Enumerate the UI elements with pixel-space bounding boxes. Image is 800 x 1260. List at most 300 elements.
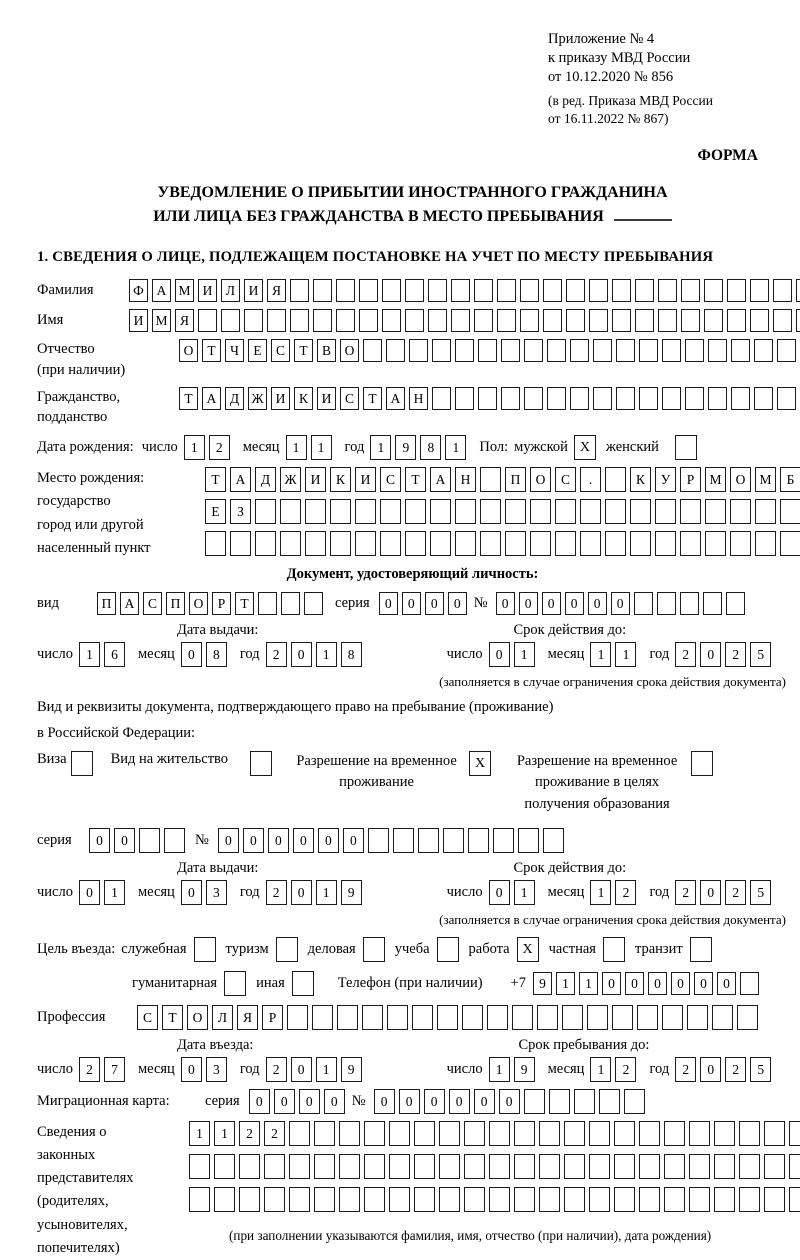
char-box[interactable]	[363, 339, 382, 362]
char-box[interactable]: О	[730, 467, 751, 492]
char-box[interactable]: 0	[496, 592, 515, 615]
char-box[interactable]	[704, 309, 723, 332]
char-box[interactable]	[539, 1154, 560, 1179]
char-box[interactable]	[612, 279, 631, 302]
char-box[interactable]: 0	[291, 1057, 312, 1082]
char-box[interactable]	[480, 531, 501, 556]
char-box[interactable]: М	[705, 467, 726, 492]
char-box[interactable]: 0	[694, 972, 713, 995]
char-box[interactable]	[305, 499, 326, 524]
char-box[interactable]	[198, 309, 217, 332]
char-box[interactable]	[630, 499, 651, 524]
char-box[interactable]	[570, 387, 589, 410]
char-box[interactable]	[727, 279, 746, 302]
char-box[interactable]	[405, 279, 424, 302]
char-box[interactable]: 0	[499, 1089, 520, 1114]
char-box[interactable]	[530, 499, 551, 524]
char-box[interactable]: О	[187, 1005, 208, 1030]
char-box[interactable]: 1	[590, 1057, 611, 1082]
char-box[interactable]	[704, 279, 723, 302]
char-box[interactable]: С	[271, 339, 290, 362]
char-box[interactable]	[221, 309, 240, 332]
char-box[interactable]	[543, 309, 562, 332]
char-box[interactable]: 5	[750, 1057, 771, 1082]
char-box[interactable]: 0	[565, 592, 584, 615]
char-box[interactable]	[537, 1005, 558, 1030]
char-box[interactable]	[464, 1154, 485, 1179]
char-box[interactable]	[764, 1121, 785, 1146]
char-box[interactable]: П	[505, 467, 526, 492]
char-box[interactable]	[789, 1154, 800, 1179]
purpose-tourism-checkbox[interactable]	[276, 937, 298, 962]
char-box[interactable]	[773, 279, 792, 302]
char-box[interactable]: Л	[221, 279, 240, 302]
char-box[interactable]	[635, 309, 654, 332]
char-box[interactable]	[290, 309, 309, 332]
char-box[interactable]: 0	[299, 1089, 320, 1114]
char-box[interactable]	[386, 339, 405, 362]
char-box[interactable]: С	[143, 592, 162, 615]
char-box[interactable]: 0	[374, 1089, 395, 1114]
char-box[interactable]: 0	[489, 880, 510, 905]
char-box[interactable]	[730, 531, 751, 556]
char-box[interactable]: 8	[206, 642, 227, 667]
char-box[interactable]	[662, 387, 681, 410]
char-box[interactable]: 1	[184, 435, 205, 460]
char-box[interactable]: З	[230, 499, 251, 524]
char-box[interactable]: 9	[514, 1057, 535, 1082]
char-box[interactable]	[239, 1154, 260, 1179]
char-box[interactable]	[524, 339, 543, 362]
char-box[interactable]	[312, 1005, 333, 1030]
char-box[interactable]: А	[120, 592, 139, 615]
gender-male-checkbox[interactable]: X	[574, 435, 596, 460]
char-box[interactable]	[680, 592, 699, 615]
char-box[interactable]: 0	[399, 1089, 420, 1114]
char-box[interactable]	[547, 387, 566, 410]
char-box[interactable]: 1	[615, 642, 636, 667]
char-box[interactable]: Д	[255, 467, 276, 492]
char-box[interactable]: Я	[237, 1005, 258, 1030]
char-box[interactable]	[430, 531, 451, 556]
char-box[interactable]	[754, 387, 773, 410]
char-box[interactable]	[564, 1121, 585, 1146]
char-box[interactable]	[639, 387, 658, 410]
char-box[interactable]	[280, 499, 301, 524]
char-box[interactable]: 0	[425, 592, 444, 615]
char-box[interactable]: 1	[370, 435, 391, 460]
char-box[interactable]	[796, 309, 800, 332]
char-box[interactable]: 1	[590, 880, 611, 905]
char-box[interactable]	[464, 1187, 485, 1212]
char-box[interactable]: С	[340, 387, 359, 410]
char-box[interactable]: Ж	[280, 467, 301, 492]
char-box[interactable]	[703, 592, 722, 615]
char-box[interactable]	[612, 309, 631, 332]
char-box[interactable]	[514, 1187, 535, 1212]
char-box[interactable]: 0	[602, 972, 621, 995]
char-box[interactable]: 9	[341, 1057, 362, 1082]
char-box[interactable]	[664, 1187, 685, 1212]
char-box[interactable]: 2	[266, 1057, 287, 1082]
char-box[interactable]	[524, 1089, 545, 1114]
char-box[interactable]: Я	[175, 309, 194, 332]
char-box[interactable]	[589, 1187, 610, 1212]
char-box[interactable]	[455, 339, 474, 362]
char-box[interactable]: С	[137, 1005, 158, 1030]
char-box[interactable]	[455, 531, 476, 556]
char-box[interactable]	[405, 531, 426, 556]
char-box[interactable]: 2	[615, 1057, 636, 1082]
char-box[interactable]: 1	[214, 1121, 235, 1146]
char-box[interactable]	[468, 828, 489, 853]
char-box[interactable]: В	[317, 339, 336, 362]
char-box[interactable]	[489, 1154, 510, 1179]
char-box[interactable]: 0	[671, 972, 690, 995]
char-box[interactable]	[497, 279, 516, 302]
char-box[interactable]	[750, 279, 769, 302]
char-box[interactable]: 5	[750, 642, 771, 667]
char-box[interactable]	[662, 1005, 683, 1030]
char-box[interactable]	[520, 279, 539, 302]
char-box[interactable]	[314, 1121, 335, 1146]
char-box[interactable]	[487, 1005, 508, 1030]
char-box[interactable]	[205, 531, 226, 556]
char-box[interactable]	[258, 592, 277, 615]
char-box[interactable]: Т	[205, 467, 226, 492]
char-box[interactable]	[514, 1121, 535, 1146]
char-box[interactable]	[230, 531, 251, 556]
char-box[interactable]	[616, 387, 635, 410]
char-box[interactable]	[501, 387, 520, 410]
char-box[interactable]	[685, 339, 704, 362]
char-box[interactable]: 2	[725, 880, 746, 905]
char-box[interactable]	[289, 1154, 310, 1179]
char-box[interactable]	[705, 499, 726, 524]
char-box[interactable]: О	[179, 339, 198, 362]
char-box[interactable]: 1	[316, 1057, 337, 1082]
char-box[interactable]	[777, 387, 796, 410]
char-box[interactable]	[330, 531, 351, 556]
char-box[interactable]	[520, 309, 539, 332]
char-box[interactable]	[680, 499, 701, 524]
char-box[interactable]	[313, 309, 332, 332]
char-box[interactable]	[355, 499, 376, 524]
char-box[interactable]: 7	[104, 1057, 125, 1082]
char-box[interactable]	[549, 1089, 570, 1114]
char-box[interactable]: 2	[264, 1121, 285, 1146]
char-box[interactable]	[705, 531, 726, 556]
char-box[interactable]	[387, 1005, 408, 1030]
char-box[interactable]	[304, 592, 323, 615]
char-box[interactable]: 0	[218, 828, 239, 853]
char-box[interactable]	[464, 1121, 485, 1146]
char-box[interactable]	[255, 499, 276, 524]
char-box[interactable]	[439, 1187, 460, 1212]
char-box[interactable]: 2	[266, 880, 287, 905]
char-box[interactable]: 0	[249, 1089, 270, 1114]
char-box[interactable]	[564, 1154, 585, 1179]
char-box[interactable]	[443, 828, 464, 853]
char-box[interactable]: К	[294, 387, 313, 410]
char-box[interactable]: Д	[225, 387, 244, 410]
char-box[interactable]: М	[755, 467, 776, 492]
char-box[interactable]	[382, 279, 401, 302]
char-box[interactable]: 0	[274, 1089, 295, 1114]
char-box[interactable]	[755, 531, 776, 556]
char-box[interactable]: 0	[648, 972, 667, 995]
residence-permit-checkbox[interactable]	[250, 751, 272, 776]
char-box[interactable]: 3	[206, 1057, 227, 1082]
char-box[interactable]	[564, 1187, 585, 1212]
char-box[interactable]: Т	[235, 592, 254, 615]
char-box[interactable]	[474, 309, 493, 332]
char-box[interactable]	[637, 1005, 658, 1030]
purpose-other-checkbox[interactable]	[292, 971, 314, 996]
char-box[interactable]	[439, 1154, 460, 1179]
char-box[interactable]	[405, 499, 426, 524]
char-box[interactable]: 6	[104, 642, 125, 667]
char-box[interactable]	[289, 1121, 310, 1146]
temp-residence-education-checkbox[interactable]	[691, 751, 713, 776]
char-box[interactable]	[630, 531, 651, 556]
char-box[interactable]	[428, 309, 447, 332]
char-box[interactable]	[780, 531, 800, 556]
char-box[interactable]: А	[230, 467, 251, 492]
char-box[interactable]: Т	[363, 387, 382, 410]
char-box[interactable]	[255, 531, 276, 556]
char-box[interactable]	[480, 499, 501, 524]
char-box[interactable]	[740, 972, 759, 995]
char-box[interactable]	[290, 279, 309, 302]
char-box[interactable]: П	[97, 592, 116, 615]
visa-checkbox[interactable]	[71, 751, 93, 776]
char-box[interactable]	[731, 339, 750, 362]
char-box[interactable]	[555, 499, 576, 524]
char-box[interactable]	[589, 279, 608, 302]
char-box[interactable]	[493, 828, 514, 853]
char-box[interactable]	[539, 1121, 560, 1146]
char-box[interactable]: И	[198, 279, 217, 302]
char-box[interactable]	[664, 1154, 685, 1179]
char-box[interactable]: 1	[579, 972, 598, 995]
char-box[interactable]: О	[189, 592, 208, 615]
char-box[interactable]	[687, 1005, 708, 1030]
char-box[interactable]	[280, 531, 301, 556]
char-box[interactable]	[239, 1187, 260, 1212]
char-box[interactable]	[681, 309, 700, 332]
char-box[interactable]	[355, 531, 376, 556]
char-box[interactable]: Н	[455, 467, 476, 492]
char-box[interactable]: 0	[700, 880, 721, 905]
char-box[interactable]	[497, 309, 516, 332]
char-box[interactable]: 2	[675, 1057, 696, 1082]
char-box[interactable]: И	[355, 467, 376, 492]
char-box[interactable]	[570, 339, 589, 362]
char-box[interactable]	[164, 828, 185, 853]
char-box[interactable]	[264, 1154, 285, 1179]
char-box[interactable]: Ф	[129, 279, 148, 302]
char-box[interactable]: 0	[700, 1057, 721, 1082]
char-box[interactable]: 0	[611, 592, 630, 615]
char-box[interactable]	[524, 387, 543, 410]
char-box[interactable]: 2	[209, 435, 230, 460]
char-box[interactable]: 0	[474, 1089, 495, 1114]
char-box[interactable]	[689, 1154, 710, 1179]
char-box[interactable]: 1	[189, 1121, 210, 1146]
char-box[interactable]: 0	[700, 642, 721, 667]
char-box[interactable]	[780, 499, 800, 524]
char-box[interactable]	[474, 279, 493, 302]
char-box[interactable]	[739, 1187, 760, 1212]
char-box[interactable]	[451, 309, 470, 332]
char-box[interactable]	[512, 1005, 533, 1030]
char-box[interactable]	[455, 499, 476, 524]
temp-residence-checkbox[interactable]: X	[469, 751, 491, 776]
char-box[interactable]: 0	[343, 828, 364, 853]
char-box[interactable]: Т	[202, 339, 221, 362]
char-box[interactable]: Т	[162, 1005, 183, 1030]
char-box[interactable]	[336, 279, 355, 302]
char-box[interactable]	[731, 387, 750, 410]
char-box[interactable]: 0	[291, 642, 312, 667]
char-box[interactable]	[389, 1154, 410, 1179]
char-box[interactable]	[639, 1187, 660, 1212]
char-box[interactable]: 0	[79, 880, 100, 905]
char-box[interactable]	[289, 1187, 310, 1212]
char-box[interactable]: С	[380, 467, 401, 492]
char-box[interactable]: М	[152, 309, 171, 332]
char-box[interactable]	[712, 1005, 733, 1030]
char-box[interactable]: 0	[717, 972, 736, 995]
purpose-work-checkbox[interactable]: X	[517, 937, 539, 962]
char-box[interactable]	[359, 309, 378, 332]
char-box[interactable]	[364, 1187, 385, 1212]
char-box[interactable]: .	[580, 467, 601, 492]
char-box[interactable]	[362, 1005, 383, 1030]
char-box[interactable]	[657, 592, 676, 615]
char-box[interactable]	[639, 1154, 660, 1179]
char-box[interactable]: 0	[293, 828, 314, 853]
char-box[interactable]	[639, 339, 658, 362]
char-box[interactable]	[530, 531, 551, 556]
char-box[interactable]	[364, 1121, 385, 1146]
char-box[interactable]: 0	[181, 642, 202, 667]
char-box[interactable]	[462, 1005, 483, 1030]
char-box[interactable]: 1	[316, 880, 337, 905]
char-box[interactable]: 0	[542, 592, 561, 615]
char-box[interactable]: 0	[181, 880, 202, 905]
char-box[interactable]: 0	[489, 642, 510, 667]
char-box[interactable]	[287, 1005, 308, 1030]
char-box[interactable]: 2	[675, 880, 696, 905]
char-box[interactable]: П	[166, 592, 185, 615]
char-box[interactable]: 1	[286, 435, 307, 460]
char-box[interactable]	[264, 1187, 285, 1212]
char-box[interactable]: 8	[420, 435, 441, 460]
char-box[interactable]	[777, 339, 796, 362]
char-box[interactable]	[589, 1154, 610, 1179]
char-box[interactable]	[339, 1121, 360, 1146]
char-box[interactable]: И	[317, 387, 336, 410]
char-box[interactable]: 3	[206, 880, 227, 905]
char-box[interactable]	[655, 531, 676, 556]
char-box[interactable]	[714, 1121, 735, 1146]
char-box[interactable]	[437, 1005, 458, 1030]
char-box[interactable]	[478, 387, 497, 410]
char-box[interactable]	[796, 279, 800, 302]
char-box[interactable]: И	[129, 309, 148, 332]
gender-female-checkbox[interactable]	[675, 435, 697, 460]
char-box[interactable]	[714, 1154, 735, 1179]
char-box[interactable]	[389, 1187, 410, 1212]
char-box[interactable]: 0	[89, 828, 110, 853]
char-box[interactable]	[389, 1121, 410, 1146]
char-box[interactable]: Е	[248, 339, 267, 362]
char-box[interactable]	[726, 592, 745, 615]
char-box[interactable]	[664, 1121, 685, 1146]
char-box[interactable]	[566, 279, 585, 302]
char-box[interactable]	[267, 309, 286, 332]
char-box[interactable]: 1	[445, 435, 466, 460]
char-box[interactable]	[658, 309, 677, 332]
char-box[interactable]	[489, 1187, 510, 1212]
char-box[interactable]	[418, 828, 439, 853]
char-box[interactable]: Т	[179, 387, 198, 410]
char-box[interactable]	[589, 309, 608, 332]
char-box[interactable]	[414, 1187, 435, 1212]
char-box[interactable]: 0	[181, 1057, 202, 1082]
char-box[interactable]	[478, 339, 497, 362]
purpose-transit-checkbox[interactable]	[690, 937, 712, 962]
char-box[interactable]	[214, 1154, 235, 1179]
char-box[interactable]	[714, 1187, 735, 1212]
char-box[interactable]: 9	[395, 435, 416, 460]
char-box[interactable]: 0	[424, 1089, 445, 1114]
char-box[interactable]	[539, 1187, 560, 1212]
char-box[interactable]	[430, 499, 451, 524]
char-box[interactable]: Т	[294, 339, 313, 362]
char-box[interactable]: 0	[588, 592, 607, 615]
char-box[interactable]	[737, 1005, 758, 1030]
char-box[interactable]: 9	[341, 880, 362, 905]
char-box[interactable]	[655, 499, 676, 524]
purpose-study-checkbox[interactable]	[437, 937, 459, 962]
char-box[interactable]: Р	[212, 592, 231, 615]
char-box[interactable]	[514, 1154, 535, 1179]
char-box[interactable]	[662, 339, 681, 362]
char-box[interactable]: 0	[268, 828, 289, 853]
char-box[interactable]: Ж	[248, 387, 267, 410]
char-box[interactable]	[380, 531, 401, 556]
char-box[interactable]	[754, 339, 773, 362]
char-box[interactable]	[639, 1121, 660, 1146]
char-box[interactable]	[614, 1154, 635, 1179]
char-box[interactable]	[412, 1005, 433, 1030]
char-box[interactable]	[614, 1121, 635, 1146]
char-box[interactable]	[364, 1154, 385, 1179]
char-box[interactable]: Р	[262, 1005, 283, 1030]
char-box[interactable]	[739, 1154, 760, 1179]
char-box[interactable]	[750, 309, 769, 332]
char-box[interactable]: 0	[625, 972, 644, 995]
char-box[interactable]	[605, 499, 626, 524]
char-box[interactable]: К	[330, 467, 351, 492]
char-box[interactable]: 2	[266, 642, 287, 667]
char-box[interactable]	[587, 1005, 608, 1030]
char-box[interactable]: 9	[533, 972, 552, 995]
char-box[interactable]	[382, 309, 401, 332]
